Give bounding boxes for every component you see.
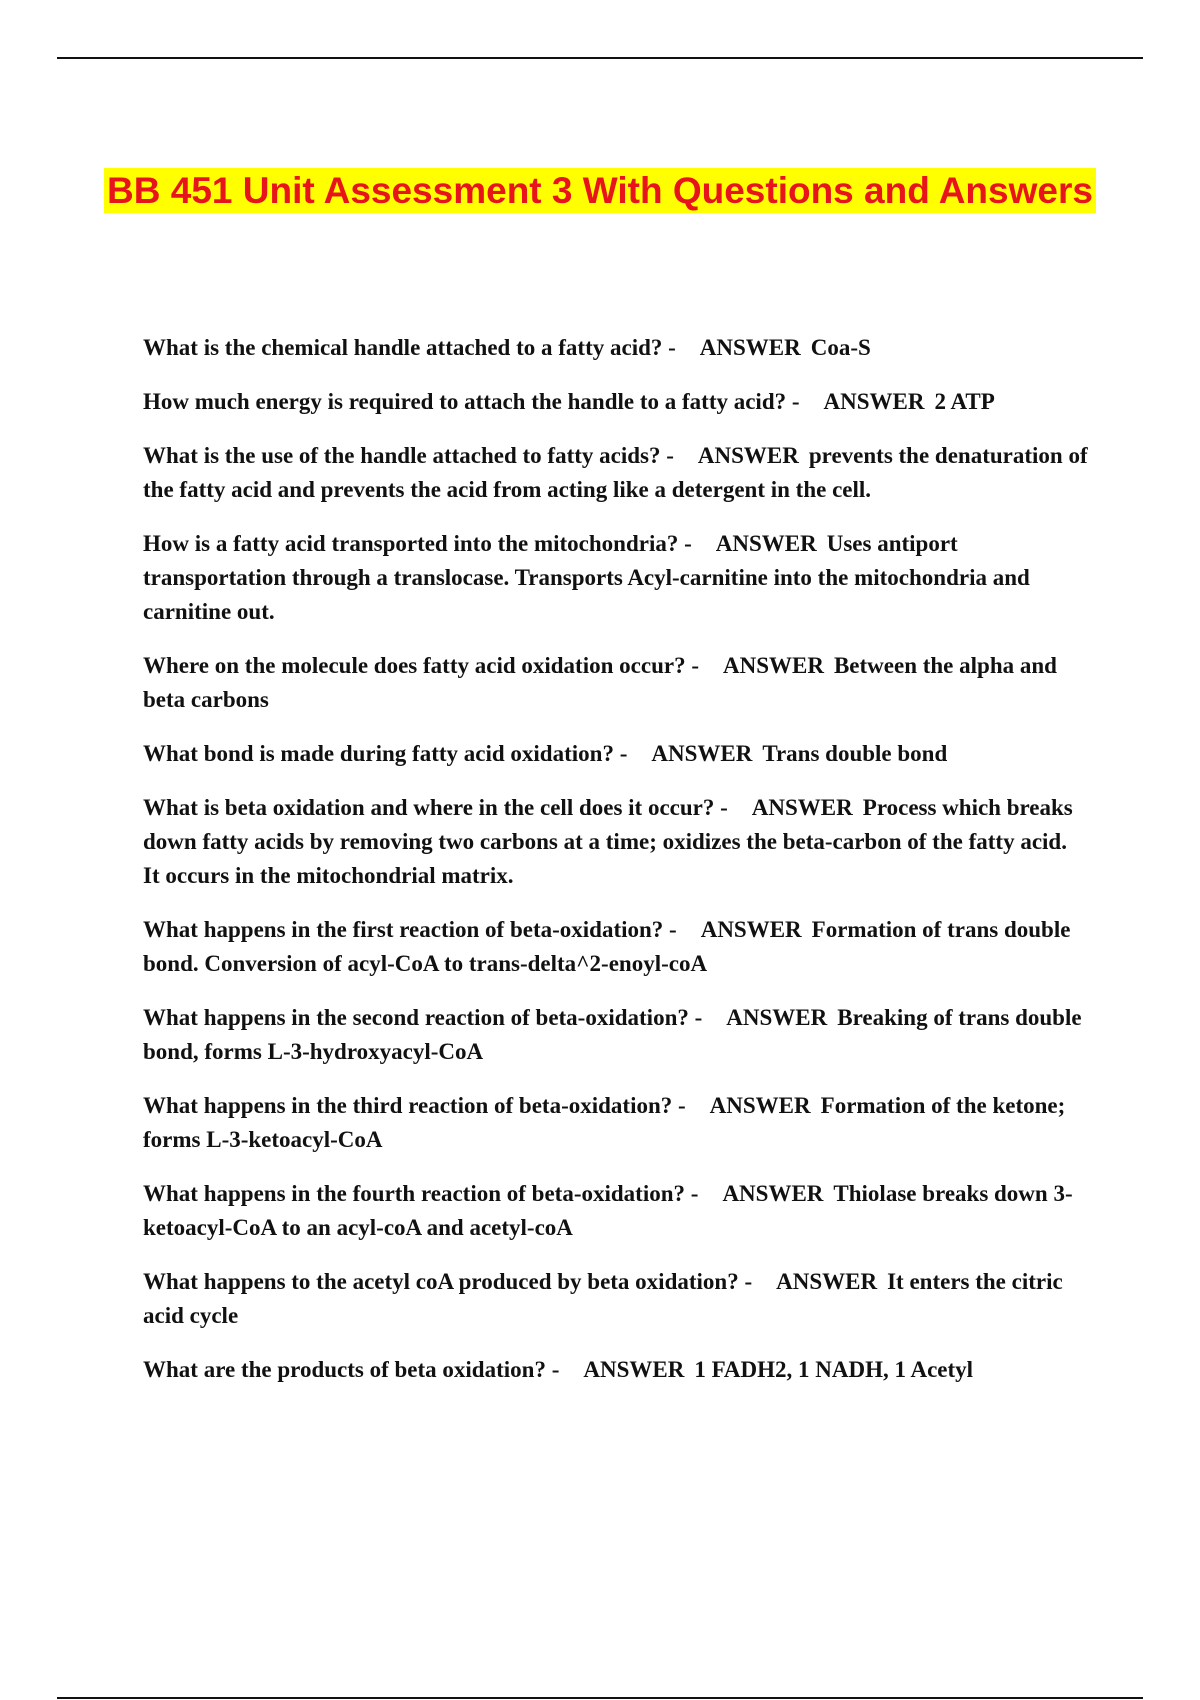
answer-label: ANSWER: [722, 1181, 824, 1206]
question-text: Where on the molecule does fatty acid oxidation occur? -: [143, 653, 699, 678]
question-text: What happens in the second reaction of beta-oxidation? -: [143, 1005, 703, 1030]
qa-item: [143, 331, 1088, 365]
answer-label: ANSWER: [709, 1093, 811, 1118]
answer-text: Coa-S: [810, 335, 871, 360]
answer-label: ANSWER: [651, 741, 753, 766]
question-text: What bond is made during fatty acid oxidation? -: [143, 741, 628, 766]
qa-item: [143, 1001, 1088, 1069]
answer-label: ANSWER: [751, 795, 853, 820]
bottom-rule: [57, 1697, 1143, 1699]
qa-item: [143, 1353, 1088, 1387]
answer-text: Formation of trans double bond. Conversion of acyl-CoA to trans-delta^2-enoyl-coA: [143, 917, 1071, 976]
question-text: What is the chemical handle attached to a fatty acid? -: [143, 335, 676, 360]
question-text: What is beta oxidation and where in the cell does it occur? -: [143, 795, 728, 820]
document-title-text: BB 451 Unit Assessment 3 With Questions and Answers: [104, 168, 1096, 213]
question-text: How much energy is required to attach the handle to a fatty acid? -: [143, 389, 800, 414]
question-text: What happens in the fourth reaction of beta-oxidation? -: [143, 1181, 699, 1206]
qa-item: [143, 385, 1088, 419]
answer-text: prevents the denaturation of the fatty acid and prevents the acid from acting like a detergent in the cell.: [143, 443, 1088, 502]
qa-item: [143, 791, 1088, 893]
qa-item: [143, 649, 1088, 717]
answer-label: ANSWER: [700, 917, 802, 942]
qa-item: [143, 1089, 1088, 1157]
qa-item: [143, 439, 1088, 507]
answer-label: ANSWER: [699, 335, 801, 360]
answer-text: Uses antiport transportation through a translocase. Transports Acyl-carnitine into the mitochondria and carnitine out.: [143, 531, 1030, 624]
answer-text: It enters the citric acid cycle: [143, 1269, 1063, 1328]
answer-label: ANSWER: [722, 653, 824, 678]
answer-label: ANSWER: [583, 1357, 685, 1382]
qa-item: [143, 1177, 1088, 1245]
answer-label: ANSWER: [823, 389, 925, 414]
answer-text: Thiolase breaks down 3-ketoacyl-CoA to an acyl-coA and acetyl-coA: [143, 1181, 1073, 1240]
answer-label: ANSWER: [715, 531, 817, 556]
question-text: What happens in the third reaction of beta-oxidation? -: [143, 1093, 686, 1118]
answer-text: 2 ATP: [934, 389, 995, 414]
answer-text: Process which breaks down fatty acids by removing two carbons at a time; oxidizes the beta-carbon of the fatty acid. It occurs in the mitochondrial matrix.: [143, 795, 1073, 888]
question-text: What happens in the first reaction of beta-oxidation? -: [143, 917, 677, 942]
answer-label: ANSWER: [726, 1005, 828, 1030]
top-rule: [57, 57, 1143, 59]
question-text: What is the use of the handle attached to fatty acids? -: [143, 443, 674, 468]
answer-text: Formation of the ketone; forms L-3-ketoacyl-CoA: [143, 1093, 1066, 1152]
answer-label: ANSWER: [776, 1269, 878, 1294]
qa-item: [143, 527, 1088, 629]
qa-list: [143, 331, 1088, 1407]
question-text: How is a fatty acid transported into the mitochondria? -: [143, 531, 692, 556]
answer-text: Breaking of trans double bond, forms L-3-hydroxyacyl-CoA: [143, 1005, 1082, 1064]
answer-text: Between the alpha and beta carbons: [143, 653, 1057, 712]
answer-text: Trans double bond: [762, 741, 948, 766]
document-title: [100, 161, 1100, 220]
question-text: What happens to the acetyl coA produced by beta oxidation? -: [143, 1269, 753, 1294]
answer-label: ANSWER: [697, 443, 799, 468]
qa-item: [143, 1265, 1088, 1333]
question-text: What are the products of beta oxidation? -: [143, 1357, 560, 1382]
answer-text: 1 FADH2, 1 NADH, 1 Acetyl: [694, 1357, 974, 1382]
qa-item: [143, 913, 1088, 981]
qa-item: [143, 737, 1088, 771]
